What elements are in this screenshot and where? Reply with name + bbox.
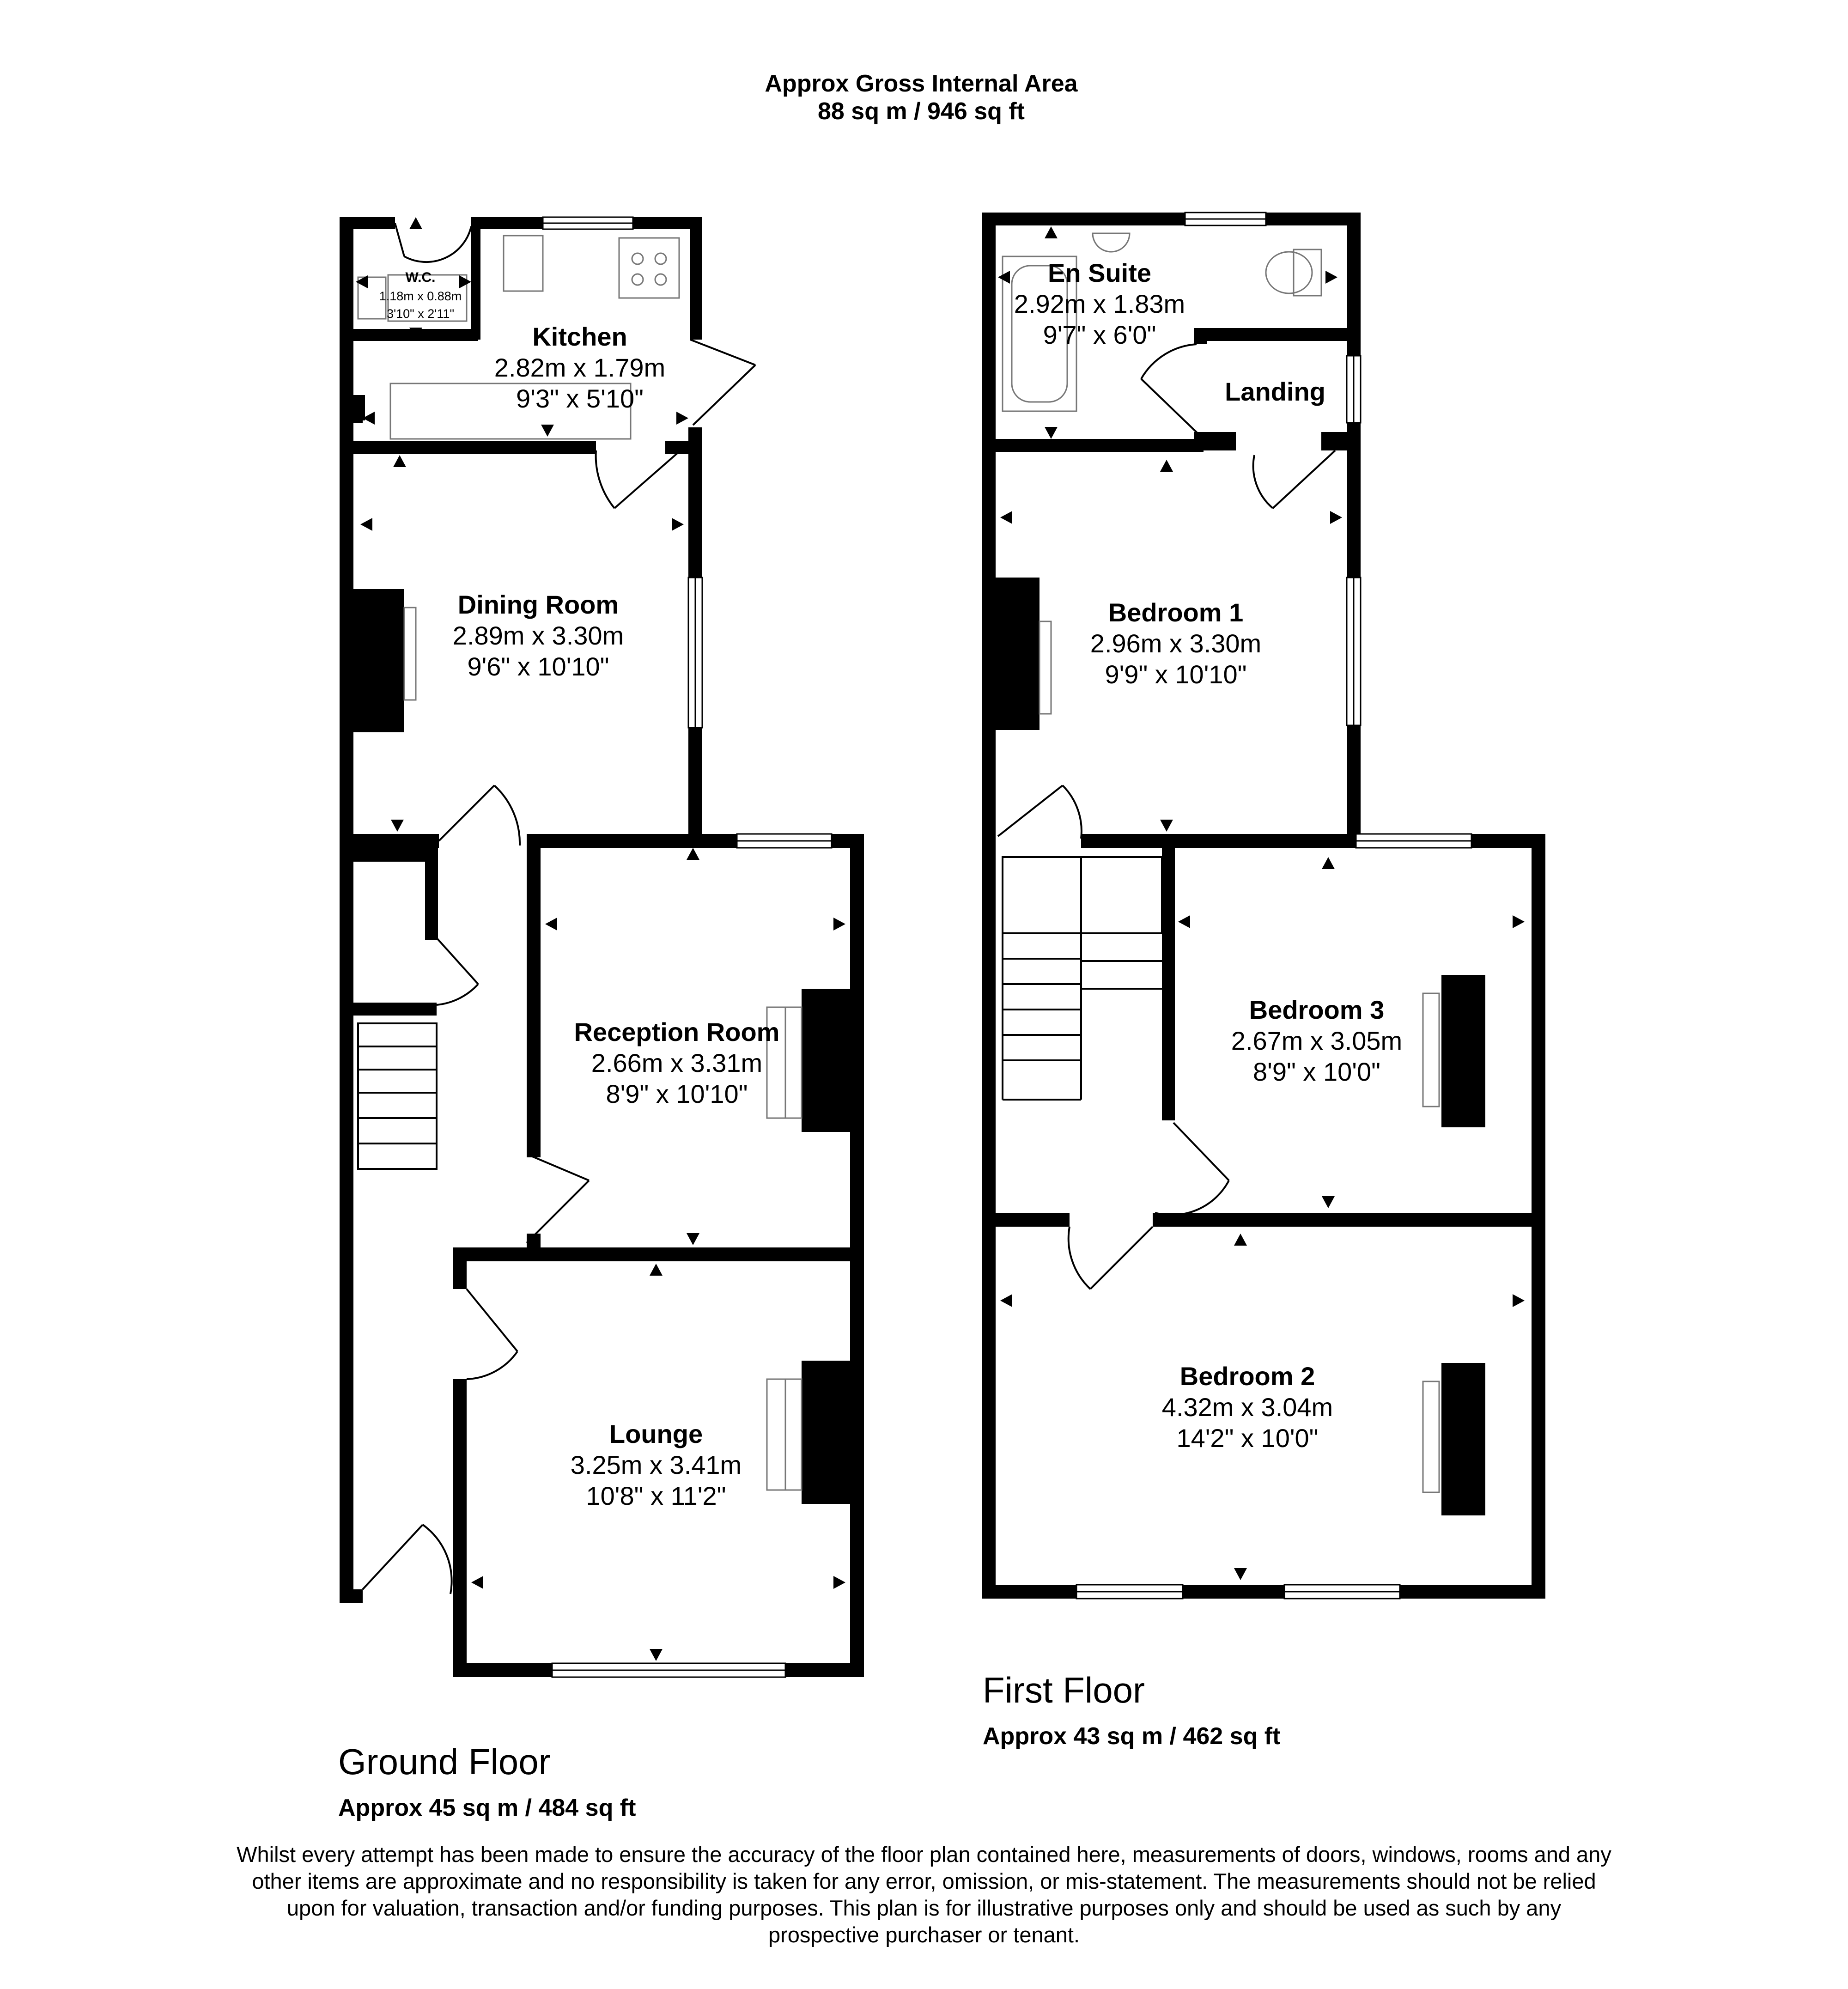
kitchen-imperial: 9'3" x 5'10" xyxy=(516,384,644,413)
bedroom1-name: Bedroom 1 xyxy=(1108,598,1244,627)
kitchen-name: Kitchen xyxy=(532,322,627,351)
bedroom3-metric: 2.67m x 3.05m xyxy=(1231,1026,1403,1055)
reception-room-imperial: 8'9" x 10'10" xyxy=(606,1079,748,1108)
lounge-metric: 3.25m x 3.41m xyxy=(570,1450,742,1479)
disclaimer-text: Whilst every attempt has been made to ensure the accuracy of the floor plan contained here, measurements of doors, windows, rooms and any other items are approximate and no responsibility is taken for any error, omission, or mis-statement. The measurements should not be relied upon for valuation, transaction and/or funding purposes. This plan is for illustrative purposes only and should be used as such by any prospective purchaser or tenant. xyxy=(237,1842,1611,1947)
dining-room-name: Dining Room xyxy=(457,590,619,619)
bedroom2-name: Bedroom 2 xyxy=(1179,1362,1315,1391)
first-floor-walls xyxy=(982,213,1545,1599)
dining-room-imperial: 9'6" x 10'10" xyxy=(467,652,609,681)
wc-name: W.C. xyxy=(405,270,436,285)
bedroom2-metric: 4.32m x 3.04m xyxy=(1161,1393,1333,1422)
ground-floor-fixtures xyxy=(358,236,802,1490)
ground-floor-area: Approx 45 sq m / 484 sq ft xyxy=(338,1794,636,1821)
ground-floor-title: Ground Floor xyxy=(338,1741,551,1782)
landing-name: Landing xyxy=(1225,377,1325,406)
en-suite-name: En Suite xyxy=(1047,258,1152,287)
bedroom1-imperial: 9'9" x 10'10" xyxy=(1105,660,1247,689)
en-suite-imperial: 9'7" x 6'0" xyxy=(1043,320,1156,349)
gross-area-value: 88 sq m / 946 sq ft xyxy=(818,98,1025,125)
first-floor-title: First Floor xyxy=(983,1670,1145,1710)
bedroom1-metric: 2.96m x 3.30m xyxy=(1090,629,1262,658)
first-floor-fixtures xyxy=(1003,233,1439,1492)
dining-room-metric: 2.89m x 3.30m xyxy=(452,621,624,650)
first-floor-stairs xyxy=(1003,857,1162,1100)
first-floor-doors xyxy=(998,344,1335,1289)
wc-imperial: 3'10" x 2'11" xyxy=(386,307,455,321)
lounge-name: Lounge xyxy=(609,1419,703,1448)
lounge-imperial: 10'8" x 11'2" xyxy=(586,1481,726,1510)
wc-metric: 1.18m x 0.88m xyxy=(379,289,462,303)
first-floor-area: Approx 43 sq m / 462 sq ft xyxy=(983,1723,1281,1750)
first-floor-windows xyxy=(1076,213,1471,1599)
gross-area-title: Approx Gross Internal Area xyxy=(765,70,1078,97)
ground-floor-stairs xyxy=(358,1023,437,1169)
reception-room-metric: 2.66m x 3.31m xyxy=(591,1048,763,1077)
first-floor-plan xyxy=(982,213,1545,1599)
reception-room-name: Reception Room xyxy=(574,1017,780,1046)
bedroom3-imperial: 8'9" x 10'0" xyxy=(1253,1057,1380,1086)
kitchen-metric: 2.82m x 1.79m xyxy=(494,353,666,382)
bedroom3-name: Bedroom 3 xyxy=(1249,995,1385,1024)
ground-floor-plan xyxy=(340,217,864,1677)
bedroom2-imperial: 14'2" x 10'0" xyxy=(1176,1423,1319,1453)
en-suite-metric: 2.92m x 1.83m xyxy=(1014,289,1185,318)
